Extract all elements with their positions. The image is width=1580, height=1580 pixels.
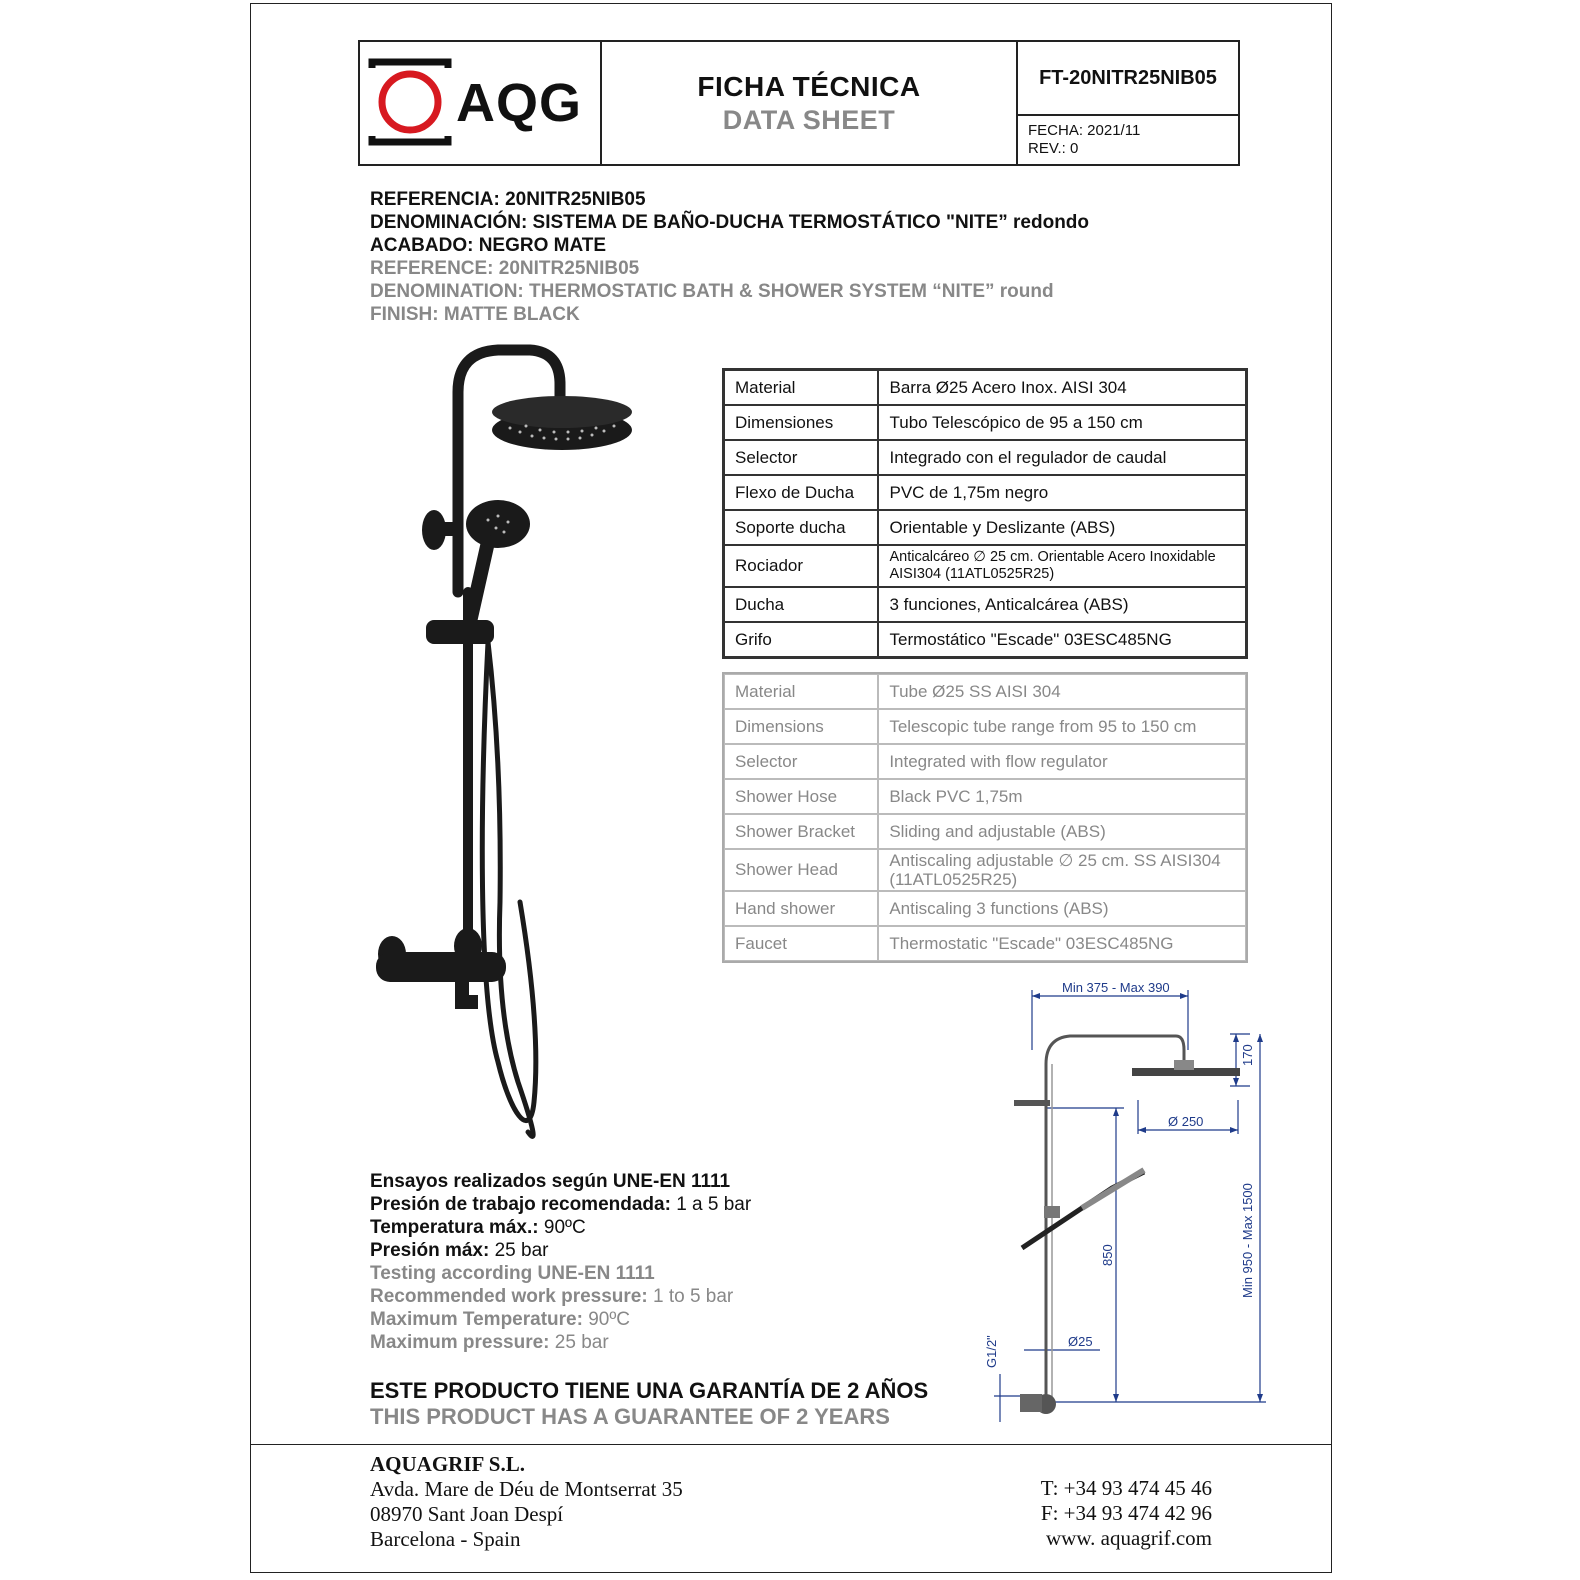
- dim-head-diameter-label: Ø 250: [1168, 1114, 1204, 1129]
- table-row: [724, 849, 1246, 891]
- table-row: [724, 545, 1246, 587]
- test-line: Recommended work pressure: 1 to 5 bar: [370, 1286, 734, 1307]
- doc-title-en: DATA SHEET: [722, 104, 896, 135]
- spec-key: Selector: [724, 744, 878, 779]
- denomination-es: DENOMINACIÓN: SISTEMA DE BAÑO-DUCHA TERMOSTÁTICO "NITE” redondo: [370, 212, 1090, 233]
- spec-value: 3 funciones, Anticalcárea (ABS): [878, 587, 1246, 622]
- test-line: Presión de trabajo recomendada: 1 a 5 bar: [370, 1194, 752, 1215]
- spec-key: Faucet: [724, 926, 878, 961]
- spec-value: Integrado con el regulador de caudal: [878, 440, 1246, 475]
- spec-value: Sliding and adjustable (ABS): [878, 814, 1246, 849]
- dim-bracket-height-label: 850: [1100, 1244, 1115, 1266]
- fax-number: F: +34 93 474 42 96: [1040, 1501, 1212, 1525]
- table-row: [724, 814, 1246, 849]
- spec-key: Shower Hose: [724, 779, 878, 814]
- dim-tube-diameter-label: Ø25: [1068, 1334, 1093, 1349]
- spec-key: Dimensiones: [724, 405, 878, 440]
- spec-key: Material: [724, 674, 878, 709]
- guarantee-block: [370, 1378, 928, 1430]
- spec-key: Hand shower: [724, 891, 878, 926]
- spec-key: Selector: [724, 440, 878, 475]
- spec-value: Black PVC 1,75m: [878, 779, 1246, 814]
- dimension-drawing: [984, 982, 1284, 1428]
- finish-es: ACABADO: NEGRO MATE: [370, 235, 607, 256]
- website-link[interactable]: www. aquagrif.com: [1045, 1526, 1212, 1550]
- table-row: [724, 475, 1246, 510]
- table-row: [724, 405, 1246, 440]
- spec-key: Shower Bracket: [724, 814, 878, 849]
- spec-value: Integrated with flow regulator: [878, 744, 1246, 779]
- tests-block: [370, 1170, 930, 1354]
- table-row: [724, 779, 1246, 814]
- doc-code: FT-20NITR25NIB05: [1018, 42, 1238, 116]
- spec-value: Termostático "Escade" 03ESC485NG: [878, 622, 1246, 657]
- doc-revision: REV.: 0: [1028, 140, 1079, 157]
- spec-table-en: [722, 672, 1248, 963]
- dim-inlet-label: G1/2": [984, 1335, 999, 1368]
- dim-width-label: Min 375 - Max 390: [1062, 982, 1170, 995]
- spec-key: Ducha: [724, 587, 878, 622]
- spec-value: Anticalcáreo ∅ 25 cm. Orientable Acero Inoxidable AISI304 (11ATL0525R25): [878, 545, 1246, 587]
- company-address: [370, 1452, 683, 1552]
- phone-number: T: +34 93 474 45 46: [1040, 1476, 1212, 1500]
- spec-value: Orientable y Deslizante (ABS): [878, 510, 1246, 545]
- table-row: [724, 674, 1246, 709]
- test-line: Temperatura máx.: 90ºC: [370, 1217, 586, 1238]
- test-line: Maximum pressure: 25 bar: [370, 1332, 609, 1353]
- reference-es: REFERENCIA: 20NITR25NIB05: [370, 189, 646, 210]
- spec-key: Soporte ducha: [724, 510, 878, 545]
- spec-value: Tube Ø25 SS AISI 304: [878, 674, 1246, 709]
- dim-total-height-label: Min 950 - Max 1500: [1240, 1183, 1255, 1298]
- reference-en: REFERENCE: 20NITR25NIB05: [370, 258, 640, 279]
- spec-value: Barra Ø25 Acero Inox. AISI 304: [878, 370, 1246, 405]
- spec-value: Telescopic tube range from 95 to 150 cm: [878, 709, 1246, 744]
- shower-system-photo: [370, 342, 670, 1152]
- spec-value: Tubo Telescópico de 95 a 150 cm: [878, 405, 1246, 440]
- guarantee-en: THIS PRODUCT HAS A GUARANTEE OF 2 YEARS: [370, 1404, 890, 1429]
- test-line: Maximum Temperature: 90ºC: [370, 1309, 631, 1330]
- logo-wordmark: AQG: [456, 73, 583, 133]
- test-line: Presión máx: 25 bar: [370, 1240, 549, 1261]
- table-row: [724, 440, 1246, 475]
- address-line: 08970 Sant Joan Despí: [370, 1502, 564, 1526]
- code-cell: [1018, 42, 1238, 164]
- table-row: [724, 891, 1246, 926]
- spec-key: Flexo de Ducha: [724, 475, 878, 510]
- table-row: [724, 926, 1246, 961]
- spec-key: Dimensions: [724, 709, 878, 744]
- footer-divider: [250, 1444, 1332, 1445]
- test-line: Testing according UNE-EN 1111: [370, 1263, 655, 1284]
- guarantee-es: ESTE PRODUCTO TIENE UNA GARANTÍA DE 2 AÑOS: [370, 1378, 929, 1403]
- finish-en: FINISH: MATTE BLACK: [370, 304, 580, 325]
- spec-value: PVC de 1,75m negro: [878, 475, 1246, 510]
- spec-key: Material: [724, 370, 878, 405]
- table-row: [724, 587, 1246, 622]
- doc-meta: [1018, 116, 1238, 164]
- company-name: AQUAGRIF S.L.: [370, 1452, 525, 1476]
- table-row: [724, 709, 1246, 744]
- doc-title-es: FICHA TÉCNICA: [697, 70, 921, 102]
- company-contact: [1000, 1476, 1212, 1551]
- spec-table-es: [722, 368, 1248, 659]
- dim-head-height-label: 170: [1240, 1044, 1255, 1066]
- spec-key: Shower Head: [724, 849, 878, 891]
- spec-value: Thermostatic "Escade" 03ESC485NG: [878, 926, 1246, 961]
- table-row: [724, 510, 1246, 545]
- spec-value: Antiscaling 3 functions (ABS): [878, 891, 1246, 926]
- spec-value: Antiscaling adjustable ∅ 25 cm. SS AISI304 (11ATL0525R25): [878, 849, 1246, 891]
- table-row: [724, 370, 1246, 405]
- spec-key: Grifo: [724, 622, 878, 657]
- spec-key: Rociador: [724, 545, 878, 587]
- logo-cell: [360, 42, 602, 164]
- denomination-en: DENOMINATION: THERMOSTATIC BATH & SHOWER SYSTEM “NITE” round: [370, 281, 1054, 302]
- title-cell: [602, 42, 1018, 164]
- address-line: Avda. Mare de Déu de Montserrat 35: [370, 1477, 683, 1501]
- table-row: [724, 622, 1246, 657]
- document-header: [358, 40, 1240, 166]
- table-row: [724, 744, 1246, 779]
- test-line: Ensayos realizados según UNE-EN 1111: [370, 1171, 731, 1192]
- product-identification: [370, 188, 1270, 326]
- address-line: Barcelona - Spain: [370, 1527, 521, 1551]
- doc-date: FECHA: 2021/11: [1028, 122, 1141, 139]
